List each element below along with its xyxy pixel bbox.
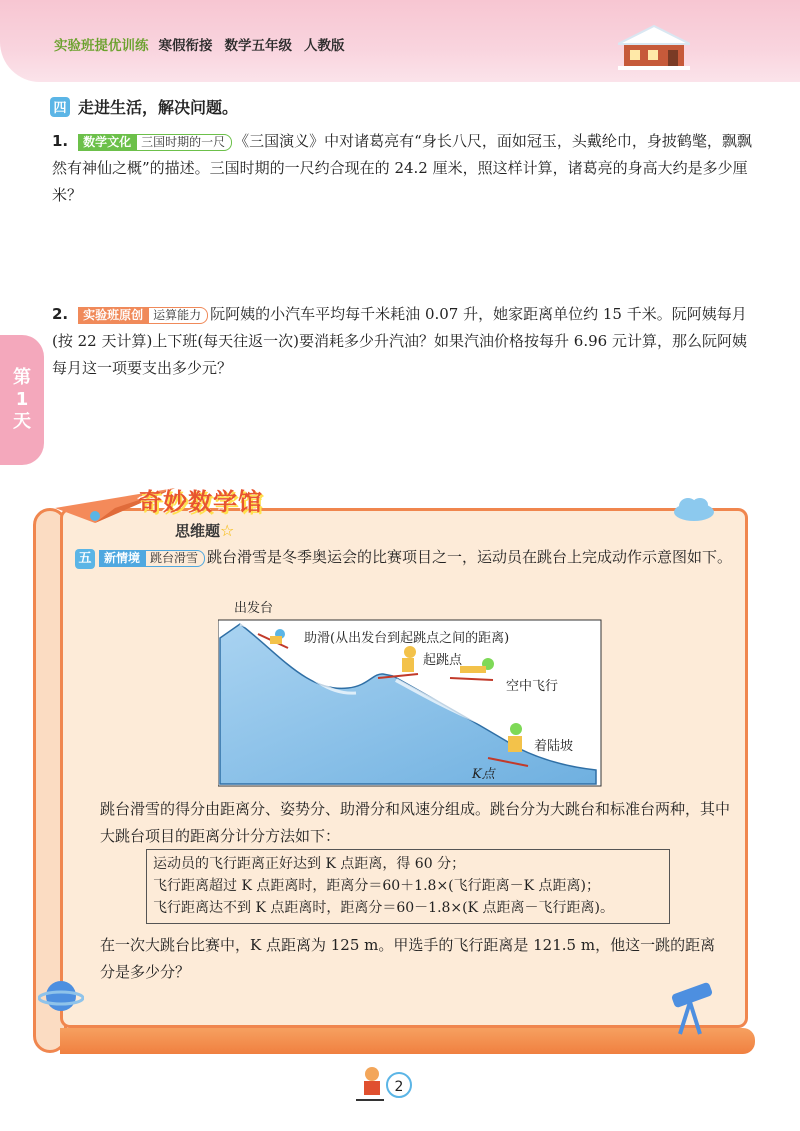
section4-title: 走进生活，解决问题。 [78,98,239,117]
label-start: 出发台 [234,601,274,616]
problem-1-subtag: 三国时期的一尺 [136,134,232,151]
problem-1-number: 1. [52,132,69,150]
rule-2: 飞行距离超过 K 点距离时，距离分＝60＋1.8×(飞行距离－K 点距离)； [153,878,601,894]
day-tab [0,335,44,465]
day-tab-line3: 天 [13,411,31,432]
day-tab-line2: 1 [15,389,29,410]
rule-3: 飞行距离达不到 K 点距离时，距离分＝60－1.8×(K 点距离－飞行距离)。 [153,900,615,916]
label-kpoint: K点 [472,767,495,782]
section4-number: 四 [50,97,70,117]
day-tab-line1: 第 [13,367,31,388]
cloud-icon [672,496,716,522]
ski-jump-diagram [218,598,603,788]
problem-1-tag: 数学文化 [78,134,136,151]
question-text: 在一次大跳台比赛中，K 点距离为 125 m。甲选手的飞行距离是 121.5 m，他这一跳的距离分是多少分？ [100,936,716,981]
problem-2 [52,301,752,382]
feature-subtitle [175,520,234,541]
feature-subtitle-text: 思维题 [175,522,221,540]
header-subtitle: 寒假衔接 [158,38,213,54]
problem-2-number: 2. [52,305,69,323]
page-header [0,0,800,82]
mascot-icon [352,1064,388,1104]
section4-heading [50,95,238,118]
label-landing: 着陆坡 [534,739,574,754]
feature-title: 奇妙数学馆 [138,488,263,516]
section5-subtag: 跳台滑雪 [145,550,205,567]
scroll-bottom-bar [60,1028,755,1054]
problem-2-text: 阮阿姨的小汽车平均每千米耗油 0.07 升，她家距离单位约 15 千米。阮阿姨每月(按 22 天计算)上下班(每天往返一次)要消耗多少升汽油？如果汽油价格按每升 6.96 元计算，那么阮阿姨每月这一项要支出多少元？ [52,305,747,377]
header-edition: 人教版 [304,38,345,54]
telescope-icon [662,978,722,1038]
snow-house-icon [618,24,690,70]
rule-1: 运动员的飞行距离正好达到 K 点距离，得 60 分； [153,856,466,872]
planet-icon [38,973,84,1019]
scoring-intro: 跳台滑雪的得分由距离分、姿势分、助滑分和风速分组成。跳台分为大跳台和标准台两种，其中大跳台项目的距离分计分方法如下： [100,800,731,845]
series-title: 实验班提优训练 [54,38,149,54]
star-icon: ☆ [220,521,235,540]
section5-text: 跳台滑雪是冬季奥运会的比赛项目之一，运动员在跳台上完成动作示意图如下。 [207,548,733,566]
page-number: 2 [386,1072,412,1098]
scoring-rules-box [146,849,670,924]
header-subject: 数学五年级 [224,38,292,54]
problem-2-tag: 实验班原创 [78,307,148,324]
label-takeoff: 起跳点 [423,653,463,668]
problem-2-subtag: 运算能力 [148,307,208,324]
section5-intro [75,543,735,571]
problem-1 [52,128,752,209]
label-runup: 助滑(从出发台到起跳点之间的距离) [304,631,510,646]
section5-tag: 新情境 [99,550,145,567]
label-flight: 空中飞行 [506,679,559,694]
problem-1-text: 《三国演义》中对诸葛亮有“身长八尺，面如冠玉，头戴纶巾，身披鹤氅，飘飘然有神仙之概”的描述。三国时期的一尺约合现在的 24.2 厘米，照这样计算，诸葛亮的身高大约是多少厘米？ [52,132,752,204]
header-text [54,34,357,54]
section5-number: 五 [75,549,95,569]
